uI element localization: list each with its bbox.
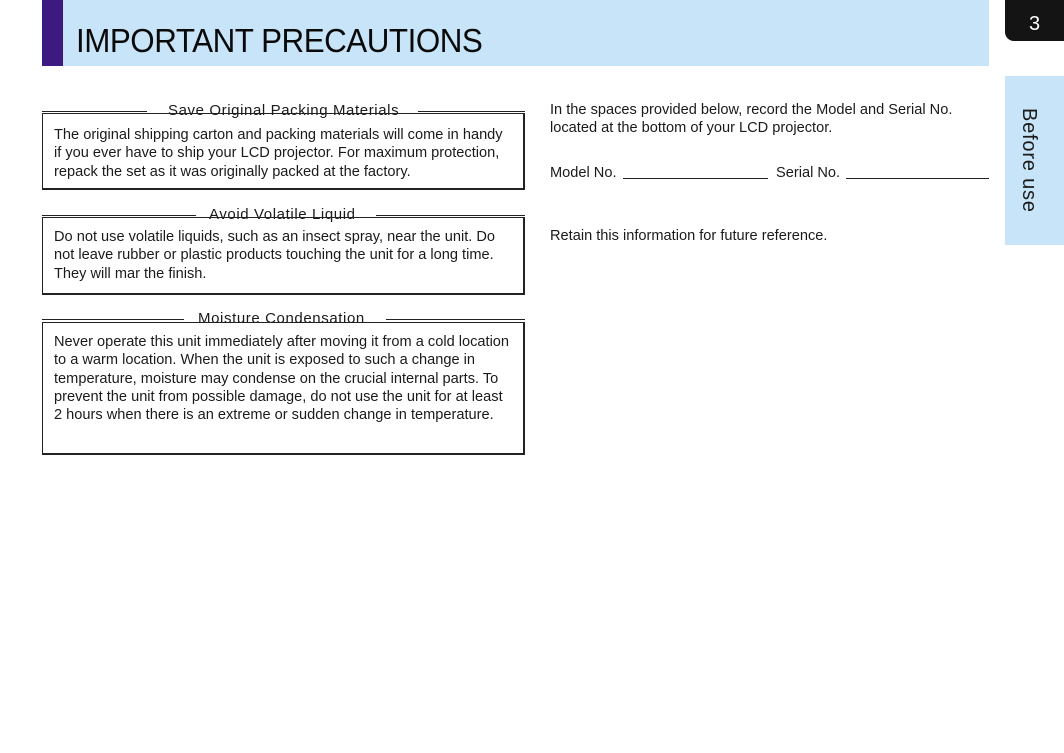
section-body-packing: The original shipping carton and packing materials will come in handy if you ever have to ship your LCD projector. For maximum protection, repack the set as it was originally packed at the factory. [54,127,503,180]
page-number: 3 [1005,0,1064,41]
section-title-moisture: Moisture Condensation [198,310,365,327]
section-body-moisture: Never operate this unit immediately after moving it from a cold location to a warm location. When the unit is exposed to such a change in temperature, moisture may condense on the crucial internal parts. To prevent the unit from possible damage, do not use the unit for at least 2 hours when there is an extreme or sudden change in temperature. [54,334,510,424]
title-rule-right [376,215,525,216]
retain-note: Retain this information for future reference. [550,228,828,244]
title-rule-right [418,111,525,112]
title-rule-left [42,111,147,112]
section-body-volatile: Do not use volatile liquids, such as an insect spray, near the unit. Do not leave rubber or plastic products touching the unit for a long time. They will mar the finish. [54,229,496,282]
serial-number-label: Serial No. [776,165,841,181]
model-number-label: Model No. [550,165,617,181]
section-title-packing: Save Original Packing Materials [168,102,400,119]
record-intro: In the spaces provided below, record the Model and Serial No. located at the bottom of your LCD projector. [550,102,953,137]
title-rule-right [386,319,525,320]
title-rule-left [42,319,184,320]
section-box-packing [42,113,525,190]
page-title: IMPORTANT PRECAUTIONS [76,22,483,59]
section-tab-label: Before use [1018,108,1040,213]
section-title-volatile: Avoid Volatile Liquid [209,206,356,223]
section-box-moisture [42,322,525,455]
record-row [550,164,989,184]
header-accent-bar [42,0,63,66]
title-rule-left [42,215,196,216]
section-box-volatile [42,217,525,295]
model-number-field[interactable] [623,178,768,179]
serial-number-field[interactable] [846,178,989,179]
